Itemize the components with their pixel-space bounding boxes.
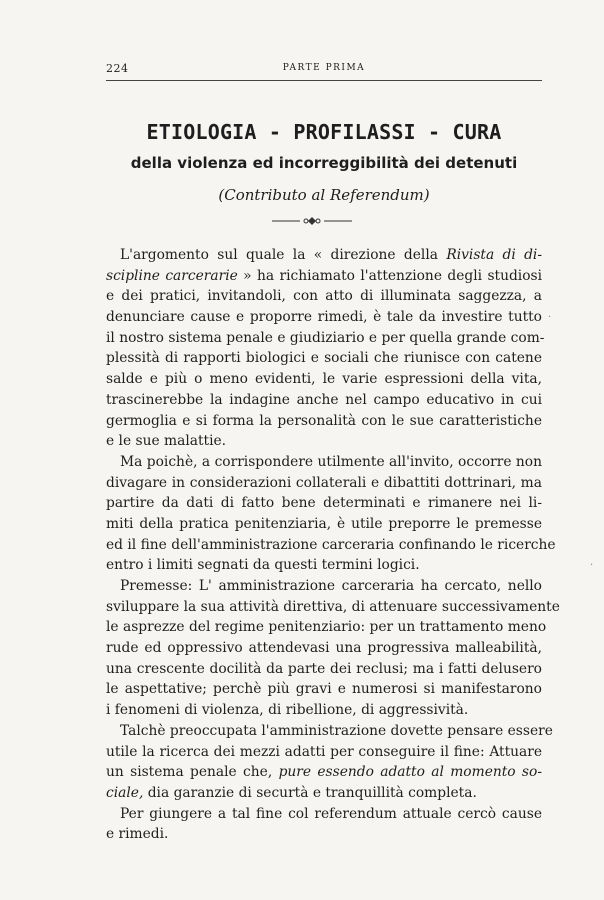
text-line: [106, 824, 542, 845]
margin-mark: ·: [590, 560, 594, 571]
text-run: miti della pratica penitenziaria, è utile preporre le premesse: [106, 515, 542, 532]
text-line: [106, 493, 542, 514]
paragraph: [106, 576, 560, 721]
text-line: [106, 390, 542, 411]
page-number: 224: [106, 62, 129, 75]
text-line: [106, 597, 560, 618]
header-rule: [106, 80, 542, 81]
article-note: (Contributo al Referendum): [218, 186, 430, 204]
text-run: dia garanzie di securtà e tranquillità completa.: [143, 784, 477, 801]
text-run: plessità di rapporti biologici e sociali che riunisce con catene: [106, 350, 542, 367]
text-run: partire da dati di fatto bene determinati e rimanere nei li-: [106, 495, 542, 512]
text-line: [106, 328, 545, 349]
running-head: [106, 60, 542, 80]
text-run: Per giungere a tal fine col referendum attuale cercò cause: [120, 805, 542, 822]
article-title: ETIOLOGIA - PROFILASSI - CURA: [146, 120, 502, 144]
italic-text: ciale,: [106, 784, 144, 801]
text-run: e le sue malattie.: [106, 433, 227, 450]
text-run: sviluppare la sua attività direttiva, di attenuare successivamente: [106, 598, 560, 615]
italic-text: Rivista di di-: [446, 247, 543, 263]
text-line: [106, 286, 542, 307]
paragraph: [106, 245, 545, 452]
text-line: [106, 535, 556, 556]
text-line: [106, 721, 553, 742]
text-run: rude ed oppressivo attendevasi una progressiva malleabilità,: [106, 640, 542, 657]
text-run: una crescente docilità da parte dei reclusi; ma i fatti delusero: [106, 660, 542, 677]
text-run: i fenomeni di violenza, di ribellione, di aggressività.: [106, 702, 469, 719]
text-run: trascinerebbe la indagine anche nel campo educativo in cui: [106, 391, 542, 408]
text-line: [106, 742, 542, 763]
ornamental-divider-icon: [270, 216, 354, 226]
text-line: [106, 679, 542, 700]
text-line: [106, 555, 542, 576]
paragraph: [106, 721, 553, 804]
italic-text: pure essendo adatto al momento so-: [278, 764, 542, 781]
text-line: [106, 473, 542, 494]
running-title: PARTE PRIMA: [282, 63, 366, 73]
text-run: » ha richiamato l'attenzione degli studiosi: [237, 267, 543, 284]
text-run: Talchè preoccupata l'amministrazione dovette pensare essere: [120, 722, 553, 739]
article-subtitle: della violenza ed incorreggibilità dei detenuti: [130, 154, 518, 172]
text-line: [106, 245, 542, 266]
text-run: un sistema penale che,: [106, 764, 279, 781]
paragraph: [106, 452, 556, 576]
text-run: denunciare cause e proporre rimedi, è tale da investire tutto: [106, 309, 542, 326]
text-line: [106, 431, 542, 452]
text-run: divagare in considerazioni collaterali e dibattiti dottrinari, ma: [106, 474, 542, 491]
text-line: [106, 638, 542, 659]
text-line: [106, 762, 542, 783]
text-run: e rimedi.: [106, 826, 169, 843]
text-line: [106, 514, 542, 535]
text-line: [106, 659, 542, 680]
text-line: [106, 617, 547, 638]
paragraph: [106, 804, 542, 845]
italic-text: scipline carcerarie: [106, 267, 238, 284]
text-line: [106, 266, 542, 287]
text-run: Premesse: L' amministrazione carceraria ha cercato, nello: [120, 578, 542, 594]
text-line: [106, 783, 542, 804]
text-line: [106, 804, 542, 825]
text-run: utile la ricerca dei mezzi adatti per conseguire il fine: Attuare: [106, 743, 542, 760]
text-run: ed il fine dell'amministrazione carceraria confinando le ricerche: [106, 536, 556, 553]
text-line: [106, 348, 542, 369]
text-line: [106, 452, 542, 473]
text-line: [106, 700, 542, 721]
text-run: e dei pratici, invitandoli, con atto di illuminata saggezza, a: [106, 288, 542, 305]
text-run: salde e più o meno evidenti, le varie espressioni della vita,: [106, 371, 542, 388]
text-run: le aspettative; perchè più gravi e numerosi si manifestarono: [106, 681, 542, 698]
text-run: le asprezze del regime penitenziario: per un trattamento meno: [106, 619, 547, 636]
text-run: L'argomento sul quale la « direzione della: [120, 247, 447, 263]
text-run: germoglia e si forma la personalità con le sue caratteristiche: [106, 412, 542, 429]
text-line: [106, 411, 542, 432]
margin-mark: ·: [548, 312, 552, 323]
text-line: [106, 369, 542, 390]
article-body: [106, 245, 560, 845]
text-run: entro i limiti segnati da questi termini logici.: [106, 557, 420, 574]
text-run: Ma poichè, a corrispondere utilmente all'invito, occorre non: [120, 453, 542, 470]
text-run: il nostro sistema penale e giudiziario e per quella grande com-: [106, 329, 545, 346]
text-line: [106, 307, 542, 328]
text-line: [106, 576, 542, 597]
